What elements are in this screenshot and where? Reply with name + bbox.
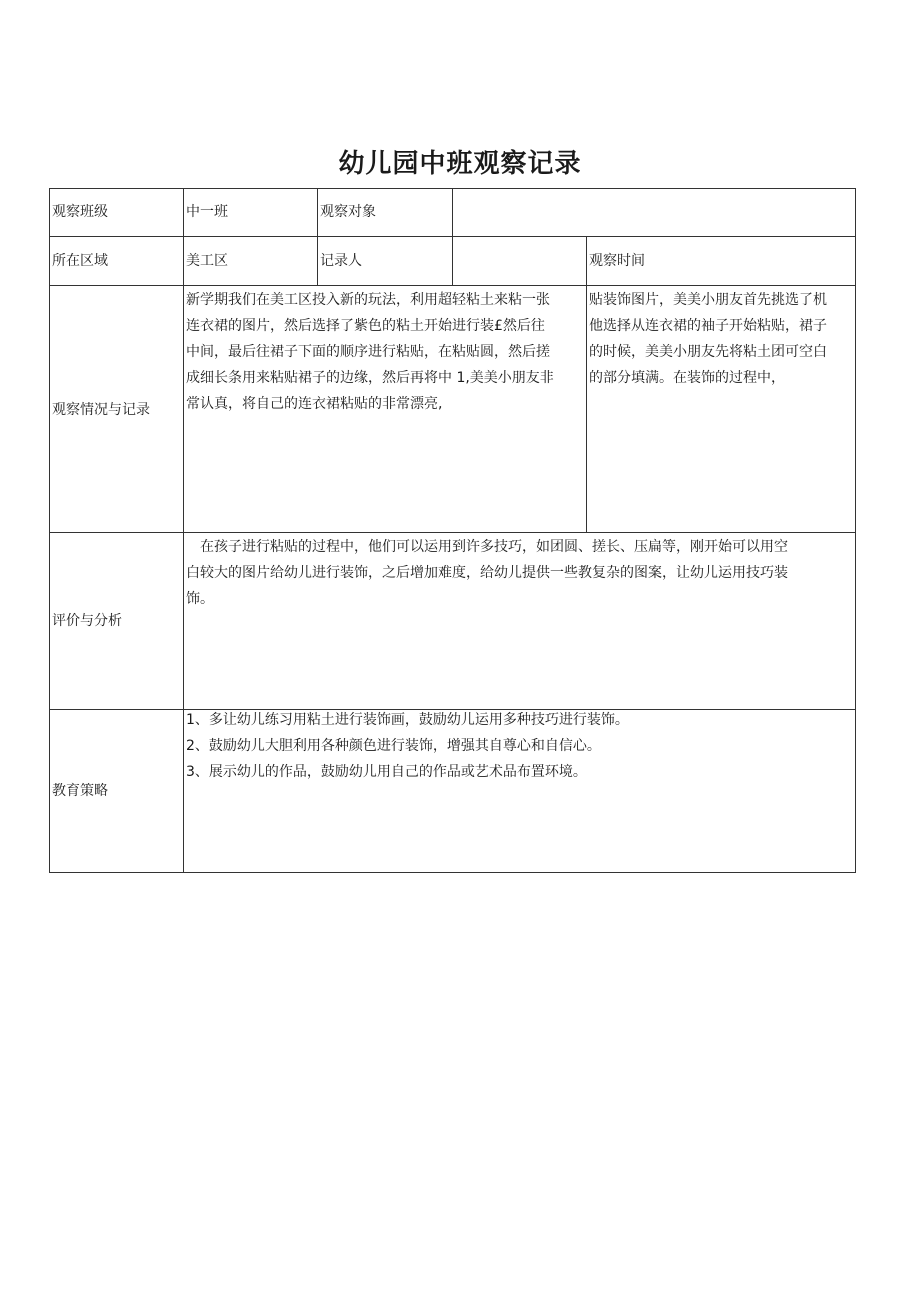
observation-line: 的时候，美美小朋友先将粘土团可空白 [589, 344, 827, 360]
evaluation-text [186, 534, 854, 612]
observation-line: 新学期我们在美工区投入新的玩法，利用超轻粘土来粘一张 [186, 292, 550, 308]
area-value: 美工区 [186, 253, 228, 269]
strategy-item: 3、展示幼儿的作品，鼓励幼儿用自己的作品或艺术品布置环境。 [186, 764, 587, 780]
col-divider [586, 236, 587, 285]
col-divider [586, 285, 587, 532]
observation-left-text [186, 287, 586, 417]
strategy-item: 2、鼓励幼儿大胆利用各种颜色进行装饰，增强其自尊心和自信心。 [186, 738, 601, 754]
col-divider [183, 188, 184, 873]
observation-right-text [589, 287, 855, 391]
col-divider [452, 188, 453, 285]
evaluation-line: 饰。 [186, 591, 214, 607]
class-value: 中一班 [186, 204, 228, 220]
area-label: 所在区域 [52, 253, 108, 269]
observation-label: 观察情况与记录 [52, 402, 150, 418]
evaluation-label: 评价与分析 [52, 613, 122, 629]
subject-label: 观察对象 [320, 204, 376, 220]
observation-line: 中间，最后往裙子下面的顺序进行粘贴，在粘贴圆，然后搓 [186, 344, 550, 360]
evaluation-line: 在孩子进行粘贴的过程中，他们可以运用到许多技巧，如团圆、搓长、压扁等，刚开始可以用空 [186, 539, 788, 555]
class-label: 观察班级 [52, 204, 108, 220]
strategy-list [186, 707, 854, 785]
evaluation-line: 白较大的图片给幼儿进行装饰，之后增加难度，给幼儿提供一些教复杂的图案，让幼儿运用技巧装 [186, 565, 788, 581]
col-divider [317, 188, 318, 285]
observation-line: 成细长条用来粘贴裙子的边缘，然后再将中 1,美美小朋友非 [186, 370, 554, 386]
page-title: 幼儿园中班观察记录 [338, 149, 582, 179]
row-divider [49, 285, 856, 286]
strategy-item: 1、多让幼儿练习用粘土进行装饰画，鼓励幼儿运用多种技巧进行装饰。 [186, 712, 629, 728]
observation-line: 他选择从连衣裙的袖子开始粘贴，裙子 [589, 318, 827, 334]
row-divider [49, 532, 856, 533]
strategy-label: 教育策略 [52, 783, 108, 799]
observation-line: 的部分填满。在装饰的过程中， [589, 370, 785, 386]
observation-line: 常认真，将自己的连衣裙粘贴的非常漂亮, [186, 396, 443, 412]
recorder-label: 记录人 [320, 253, 362, 269]
observation-line: 贴装饰图片，美美小朋友首先挑选了机 [589, 292, 827, 308]
observation-line: 连衣裙的图片，然后选择了紫色的粘土开始进行装£然后往 [186, 318, 545, 334]
time-label: 观察时间 [589, 253, 645, 269]
